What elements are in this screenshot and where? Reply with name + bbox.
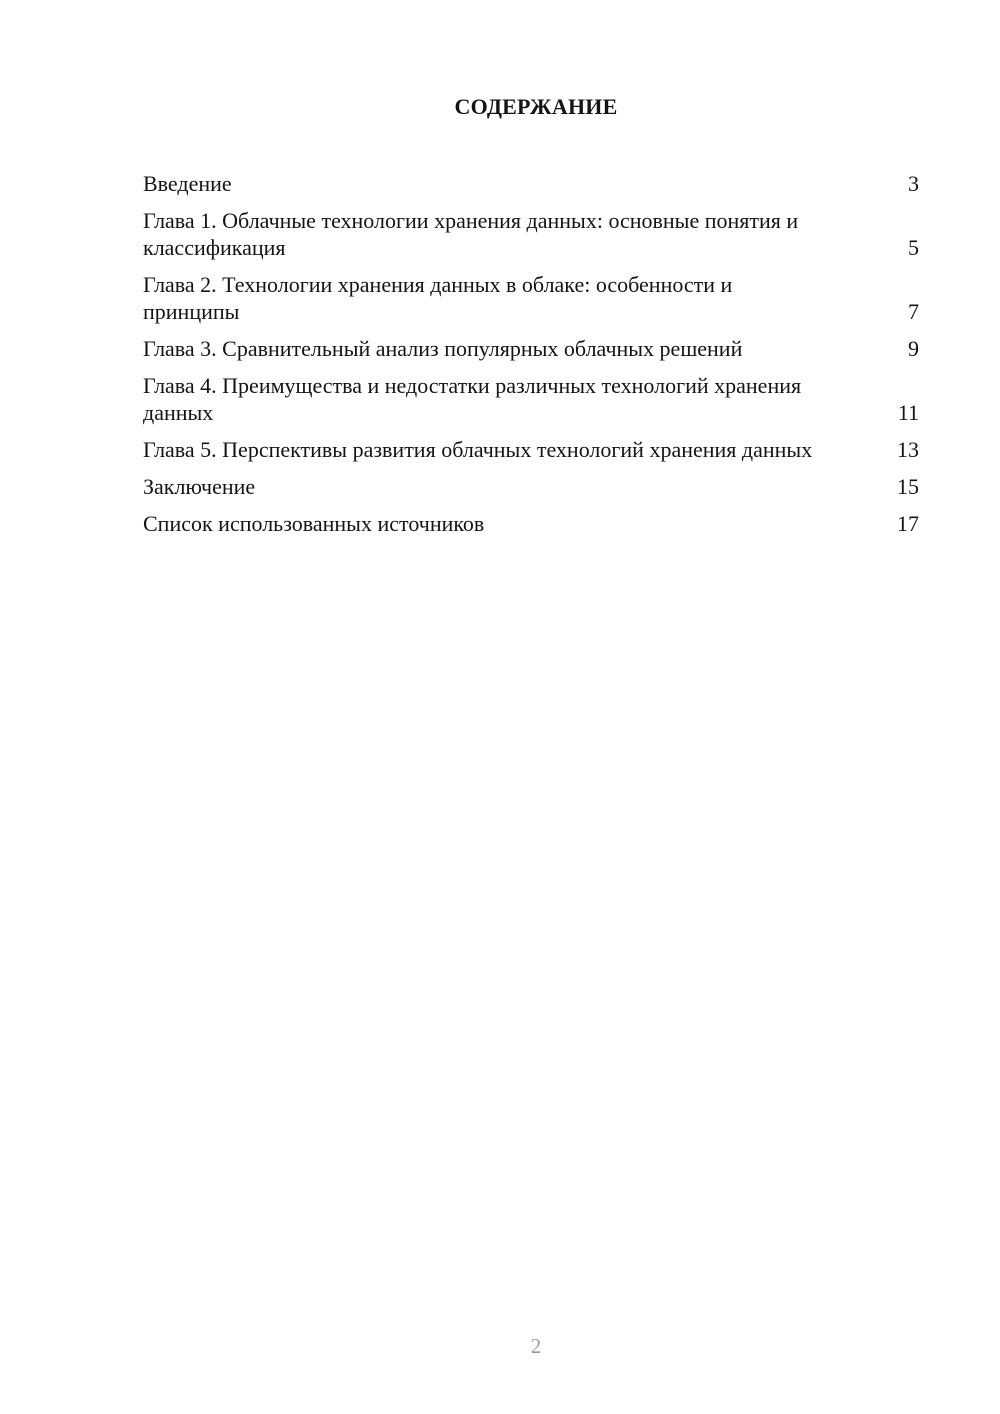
toc-title: СОДЕРЖАНИЕ	[454, 94, 618, 119]
toc-entry-page-number: 13	[897, 437, 919, 462]
toc-entry-text: Список использованных источников	[143, 511, 485, 536]
toc-entry-page-number: 7	[908, 299, 919, 324]
toc-entry-page-number: 9	[908, 336, 919, 361]
toc-entry-text: Глава 5. Перспективы развития облачных технологий хранения данных	[143, 437, 813, 462]
page-number: 2	[530, 1334, 542, 1358]
toc-entry-chapter-2	[143, 271, 919, 325]
toc-entry-page-number: 5	[908, 235, 919, 260]
table-of-contents	[143, 170, 919, 547]
toc-entry-text: Заключение	[143, 474, 256, 499]
toc-entry-introduction	[143, 170, 919, 197]
toc-entry-text: Глава 4. Преимущества и недостатки различных технологий хранения данных	[143, 373, 802, 425]
toc-entry-chapter-1	[143, 207, 919, 261]
toc-entry-text: Введение	[143, 171, 232, 196]
toc-entry-conclusion	[143, 473, 919, 500]
toc-entry-text: Глава 2. Технологии хранения данных в облаке: особенности и принципы	[143, 272, 733, 324]
toc-entry-references	[143, 510, 919, 537]
toc-entry-text: Глава 3. Сравнительный анализ популярных облачных решений	[143, 336, 743, 361]
toc-entry-text: Глава 1. Облачные технологии хранения данных: основные понятия и классификация	[143, 208, 799, 260]
toc-entry-chapter-5	[143, 436, 919, 463]
toc-entry-page-number: 3	[908, 171, 919, 196]
toc-entry-page-number: 17	[897, 511, 919, 536]
toc-entry-page-number: 11	[897, 400, 919, 425]
toc-entry-chapter-4	[143, 372, 919, 426]
toc-entry-page-number: 15	[897, 474, 919, 499]
toc-entry-chapter-3	[143, 335, 919, 362]
